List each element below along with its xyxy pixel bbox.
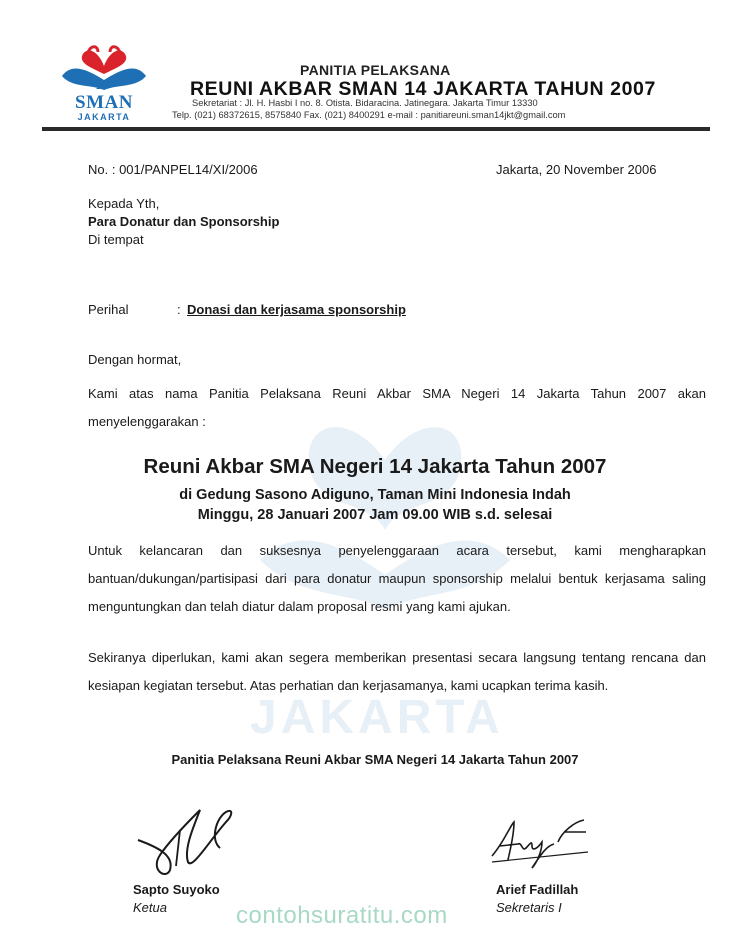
greeting: Dengan hormat, [88,352,182,367]
event-time: Minggu, 28 Januari 2007 Jam 09.00 WIB s.d. selesai [197,507,553,523]
body-paragraph-1: Untuk kelancaran dan suksesnya penyelenggaraan acara tersebut, kami mengharapkan bantuan/dukungan/partisipasi dari para donatur maupun sponsorship melalui bentuk kerjasama saling menguntungkan dan telah diatur dalam proposal resmi yang kami ajukan. [88,543,706,614]
recipient: Para Donatur dan Sponsorship [88,214,280,229]
subject-text: Donasi dan kerjasama sponsorship [187,302,406,317]
closing-line: Panitia Pelaksana Reuni Akbar SMA Negeri 14 Jakarta Tahun 2007 [171,752,579,767]
letterhead-title: REUNI AKBAR SMAN 14 JAKARTA TAHUN 2007 [190,78,656,100]
letterhead-divider [42,127,710,131]
subject-colon: : [177,302,181,317]
intro-paragraph: Kami atas nama Panitia Pelaksana Reuni Akbar SMA Negeri 14 Jakarta Tahun 2007 akan menyelenggarakan : [88,386,706,429]
right-signatory-role: Sekretaris I [496,900,562,915]
subject-label: Perihal [88,302,129,317]
logo-city: JAKARTA [77,112,131,122]
site-watermark: contohsuratitu.com [236,902,448,929]
letterhead-organizer: PANITIA PELAKSANA [300,62,451,78]
to-label: Kepada Yth, [88,196,160,211]
letterhead-address: Sekretariat : Jl. H. Hasbi I no. 8. Otista. Bidaracina. Jatinegara. Jakarta Timur 13330 [192,98,538,108]
event-name: Reuni Akbar SMA Negeri 14 Jakarta Tahun 2007 [143,455,607,478]
watermark-text: JAKARTA [250,691,504,744]
left-signatory-role: Ketua [133,900,167,915]
letter-date: Jakarta, 20 November 2006 [496,162,657,177]
left-signatory-name: Sapto Suyoko [133,882,220,897]
body-paragraph-2: Sekiranya diperlukan, kami akan segera memberikan presentasi secara langsung tentang rencana dan kesiapan kegiatan tersebut. Atas perhatian dan kerjasamanya, kami ucapkan terima kasih. [88,650,706,693]
signature-right-icon [488,812,598,872]
recipient-location: Di tempat [88,232,144,247]
school-logo [58,40,150,126]
logo-name: SMAN [75,92,133,113]
emblem-icon [58,40,150,100]
signature-left-icon [130,800,240,880]
letterhead-contact: Telp. (021) 68372615, 8575840 Fax. (021) 8400291 e-mail : panitiareuni.sman14jkt@gmail.com [172,110,566,120]
right-signatory-name: Arief Fadillah [496,882,579,897]
logo-number: 14 [96,81,107,91]
letter-number: No. : 001/PANPEL14/XI/2006 [88,162,258,177]
event-place: di Gedung Sasono Adiguno, Taman Mini Indonesia Indah [179,487,571,503]
